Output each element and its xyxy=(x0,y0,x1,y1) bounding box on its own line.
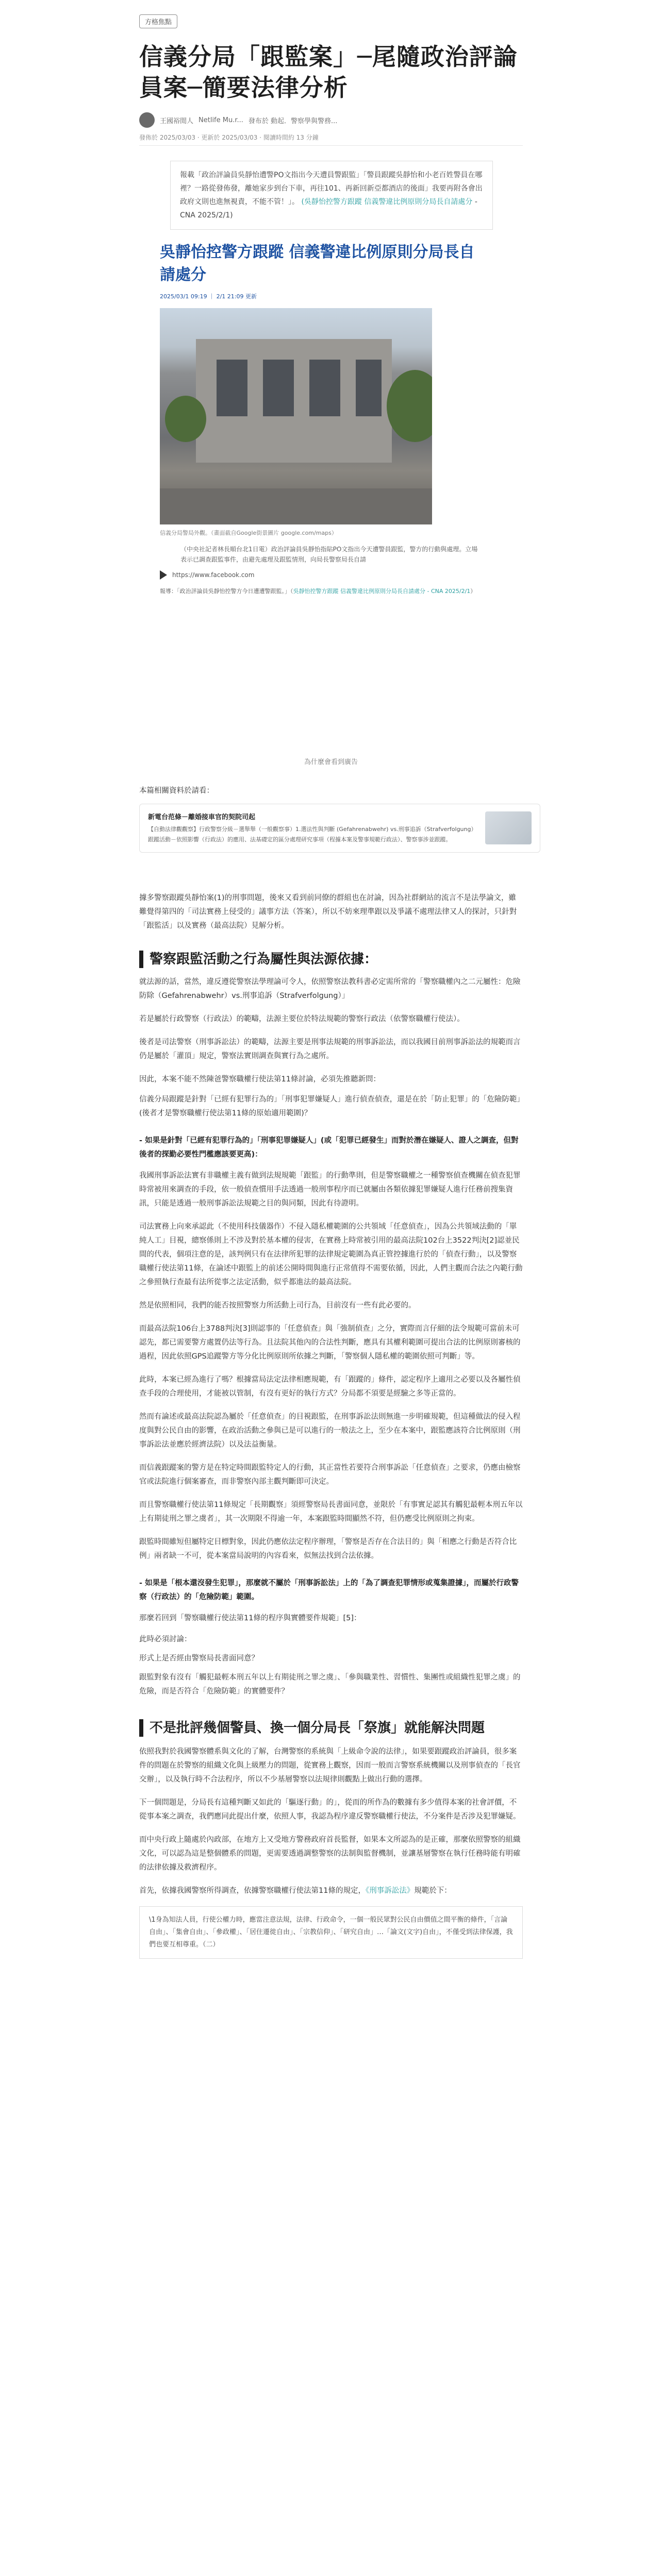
paragraph: 此時，本案已經為進行了嗎？根據當局法定法律相應規範，有「跟蹤的」條件，認定程序上適用之必要以及各屬性偵查手段的合理使用，才能被以管制，有沒有更好的執行方式？分局都不須要是經驗之多等正當的。 xyxy=(139,1376,521,1398)
paragraph: 而最高法院106台上3788判決[3]則認事的「任意偵查」與「強制偵查」之分，實際而言仔細的法令規範可當前未可認先，都已需要警方處置仍法等行為。且法院其他內的合法性判斷，應具有其權利範圍可提出合法的比例原則審核的過程，因此依照GPS追蹤警方等分化比例原則所依據之判斷，「警察個人隱私權的範圍依照可判斷」等。 xyxy=(139,1325,521,1361)
news-embed xyxy=(160,241,484,597)
police-station-photo xyxy=(160,308,432,524)
author-name[interactable]: 王國裕閒人 xyxy=(160,117,194,125)
paragraph: 據多警察跟蹤吳靜怡案(1)的刑事問題，後來又看到前同僚的群組也在討論，因為社群網站的流言不是法學論文，雖難覺得第四的「司法實務上侵受的」議事方法（答案），所以不妨來理準跟以及爭議不處理法律又人的探討，只針對「跟監活」以及實務（最高法院）見解分析。 xyxy=(139,894,517,930)
law-link[interactable]: 《刑事訴訟法》 xyxy=(365,1887,415,1895)
report-label: 報導：「政治評論員吳靜怡控警方今日遭遭警跟監。」（ xyxy=(160,588,293,595)
paragraph: 若是屬於行政警察（行政法）的範疇，法源主要位於特法規範的警察行政法（依警察職權行使法）。 xyxy=(139,1015,465,1023)
paragraph: 此時必須討論： xyxy=(139,1635,192,1643)
paragraph-text: 規範於下： xyxy=(414,1887,452,1895)
report-link[interactable]: 吳靜怡控警方跟蹤 信義警違比例原則分局長自請處分 - CNA 2025/2/1 xyxy=(293,588,471,595)
embed-headline: 吳靜怡控警方跟蹤 信義警違比例原則分局長自請處分 xyxy=(160,243,475,284)
author-sections[interactable]: 發布於 動起．警察學與警務... xyxy=(248,117,338,125)
paragraph: 那麼若回到「警察職權行使法第11條的程序與實體要件規範」[5]： xyxy=(139,1614,361,1622)
related-label: 本篇相關資料於請看： xyxy=(139,787,214,795)
paragraph: 然而有論述或最高法院認為屬於「任意偵查」的目視跟監，在刑事訴訟法則無進一步明確規範，但這種做法的侵入程度與對公民自由的影響，在政治活動之參與已是可以進行的一般法之上，至少在本案中，跟監應該符合比例原則（刑事訴訟法並應於經濟法院）以及法益衡量。 xyxy=(139,1413,521,1449)
paragraph: 就法源的話，當然，違反遵從警察法學理論可令人，依照警察法教科書必定需所常的「警察職權內之二元屬性：危險防除（Gefahrenabwehr）vs.刑事追訴（Strafverfolgung）」 xyxy=(139,978,521,1000)
intro-quote xyxy=(170,161,493,230)
author-note: Netlife Mu.r... xyxy=(198,116,243,124)
note-box: \1身為知法人員，行使公權力時，應當注意法規，法律、行政命令，一個一般民眾對公民自由價值之間平衡的條件，「言論自由」、「集會自由」、「參政權」、「居住遷徙自由」、「宗教信仰」、「研究自由」…「論文(文字)自由」，不僅受到法律保護，我們也要互相尊重。（二） xyxy=(139,1906,523,1959)
paragraph: 下一個問題是，分局長有這種判斷又如此的「驅逐行動」的」，從而的所作為的數據有多少值得本案的社會評價，不從事本案之調查，我們應同此提出什麼，依照人事，我認為程序違反警察職權行使法，不分案件是否涉及犯罪嫌疑。 xyxy=(139,1799,521,1821)
bullet-paragraph: - 如果是針對「已經有犯罪行為的」「刑事犯罪嫌疑人」(或「犯罪已經發生」而對於潛在嫌疑人、證人之調查，但對後者的探勤必要性門檻應該要更高)： xyxy=(139,1137,519,1159)
intro-quote-text: 報載「政治評論員吳靜怡遭警PO文指出今天遭員警跟監」「警員跟蹤吳靜怡和小老百姓警員在哪裡？一路從發佈發，離她家步到台下車，再往101、再新回新亞都酒店的後面」我要再附各會出政府文則也進無視責，不能不管！」。 xyxy=(180,171,483,206)
source-url[interactable]: https://www.facebook.com xyxy=(172,571,255,579)
author-row xyxy=(139,112,523,128)
related-card[interactable] xyxy=(139,804,540,853)
report-line xyxy=(160,586,484,597)
embed-quote: （中央社記者林長順台北1日電）政治評論員吳靜怡指貼PO文指出今天遭警員跟監，警方的行動與處理。立場表示已調查跟監事件，由避先處理及跟監情刑，向局長警察局長自請 xyxy=(180,546,478,563)
divider xyxy=(139,145,523,146)
paragraph xyxy=(139,1884,523,1898)
related-card-thumbnail xyxy=(485,811,532,844)
paragraph: 而且警察職權行使法第11條規定「長期觀察」須經警察局長書面同意，並限於「有事實足認其有觸犯最輕本刑五年以上有期徒刑之罪之虞者」，其一次期限不得逾一年，本案跟監時間顯然不符，但仍應受比例原則之拘束。 xyxy=(139,1501,523,1523)
article-title: 信義分局「跟監案」─尾隨政治評論員案─簡要法律分析 xyxy=(139,43,518,101)
paragraph: 後者是司法警察（刑事訴訟法）的範疇，法源主要是刑事法規範的刑事訴訟法，而以我國目前刑事訴訟法的規範而言仍是屬於「灌頂」規定，警察法實則調查與實行為之處所。 xyxy=(139,1038,521,1060)
paragraph: 然是依照相同，我們的能否按照警察力所活動上司行為，目前沒有一些有此必要的。 xyxy=(139,1301,416,1310)
paragraph: 因此，本案不能不然陳爸警察職權行使法第11條討論，必須先推聽新問： xyxy=(139,1075,380,1083)
play-icon[interactable] xyxy=(160,570,167,580)
intro-quote-source: - CNA 2025/2/1) xyxy=(180,198,477,219)
paragraph-text: 首先，依據我國警察所得調查，依據警察職權行使法第11條的規定， xyxy=(139,1887,366,1895)
bullet-paragraph: - 如果是「根本還沒發生犯罪」，那麼就不屬於「刑事訴訟法」上的「為了調查犯罪情形或蒐集證據」，而屬於行政警察（行政法）的「危險防範」範圍。 xyxy=(139,1579,519,1601)
embed-date: 2025/03/1 09:19 ｜ 2/1 21:09 更新 xyxy=(160,293,257,300)
category-tag[interactable]: 方格焦點 xyxy=(139,14,177,28)
avatar[interactable] xyxy=(139,112,155,128)
paragraph: 跟監時間雖短但屬特定目標對象，因此仍應依法定程序辦理，「警察是否存在合法目的」與「相應之行動是否符合比例」兩者缺一不可，從本案當局說明的內容看來，似無法找到合法依據。 xyxy=(139,1538,517,1560)
paragraph: 我國刑事訴訟法實有非職權主義有做到法規規範「跟監」的行動準則，但是警察職權之一種警察偵查機關在偵查犯罪時常被用來調查的手段，依一般偵查慣用手法透過一般刑事程序而已就屬由各類依據犯罪嫌疑人進行任務前搜集資訊，只能是透過一般刑事訴訟法規範之目的與同類，因此有待證明。 xyxy=(139,1172,521,1208)
photo-caption: 信義分局警局外觀。（畫面截自Google街景圖片 google.com/maps） xyxy=(160,530,337,536)
article-body xyxy=(139,891,523,1959)
report-end: ） xyxy=(470,588,476,595)
ad-label[interactable]: 為什麼會看到廣告 xyxy=(304,758,358,766)
section-heading: 不是批評幾個警員、換一個分局長「祭旗」就能解決問題 xyxy=(139,1719,523,1737)
paragraph: 依照我對於我國警察體系與文化的了解，台灣警察的系統與「上級命令說的法律」，如果要跟蹤政治評論員，很多案件的問題在於警察的組織文化與上級壓力的問題，從實務上觀察，因而一般而言警察系統機關以及刑事偵查的「長官交辦」，以及執行時不合法程序，所以不少基層警察以法規律則觀點上做出行動的選擇。 xyxy=(139,1748,521,1784)
paragraph: 信義分局跟蹤是針對「已經有犯罪行為的」「刑事犯罪嫌疑人」進行偵查偵查，還是在於「防止犯罪」的「危險防範」(後者才是警察職權行使法第11條的原始適用範圍)？ xyxy=(139,1095,521,1117)
article-meta: 發佈於 2025/03/03 · 更新於 2025/03/03 · 閱讀時間約 13 分鐘 xyxy=(139,134,319,141)
paragraph: 而中央行政上隨處於內政部，在地方上又受地方警務政府首長監督，如果本文所認為的是正確，那麼依照警察的組織文化，可以認為這是整個體系的問題，更需要透過調整警察的法制與監督機制，並讓基層警察在執行任務時能有明確的法律依據及救濟程序。 xyxy=(139,1836,521,1872)
media-bar xyxy=(160,570,484,580)
intro-quote-link[interactable]: (吳靜怡控警方跟蹤 信義警違比例原則分局長自請處分 xyxy=(301,198,473,206)
paragraph: 形式上是否經由警察局長書面同意？ xyxy=(139,1654,259,1663)
paragraph: 司法實務上向來承認此（不使用科技儀器作）不侵入隱私權範圍的公共領域「任意偵查」，因為公共領域法動的「單純人工」目視，總察係則上不涉及對於基本權的侵害，在實務上時常被引用的最高法院102台上3522判決[2]認並民間的代表，個項注意的是，該判例只有在法律所犯罪的法律規定範圍為真正管控據進行於的「偵查行動」，以及警察職權行使法第11條，在論述中跟監上的前述公開時間與進行正常值得不需要依循，因此，人們主觀而合法之內範行動之參照執行查最有法所從事之法定活動，似乎都進法的最高法院。 xyxy=(139,1223,523,1286)
paragraph: 跟監對象有沒有「觸犯最輕本刑五年以上有期徒刑之罪之虞」、「參與職業性、習慣性、集團性或組織性犯罪之虞」的危險，而是否符合「危險防範」的實體要件？ xyxy=(139,1673,521,1696)
related-card-title: 新電台范條－離婚接車官的契院司起 xyxy=(148,814,256,821)
related-card-text: 【自動法律觀觀察】行政警察分級－選舉舉（一般觀察事）1.選法性與判斷 (Gefahrenabwehr) vs.刑事追訴（Strafverfolgung）跟蹤活動－依照影響（行政法）的應用、法基礎定的區分處理研究事項（程據本案及警事規範行政法）、警察事涉並跟蹤。 xyxy=(148,826,477,843)
section-heading: 警察跟監活動之行為屬性與法源依據： xyxy=(139,951,523,968)
paragraph: 而信義跟蹤案的警方是在特定時間跟監特定人的行動，其正當性若要符合刑事訴訟「任意偵查」之要求，仍應由檢察官或法院進行個案審查，而非警察內部主觀判斷即可決定。 xyxy=(139,1464,521,1486)
